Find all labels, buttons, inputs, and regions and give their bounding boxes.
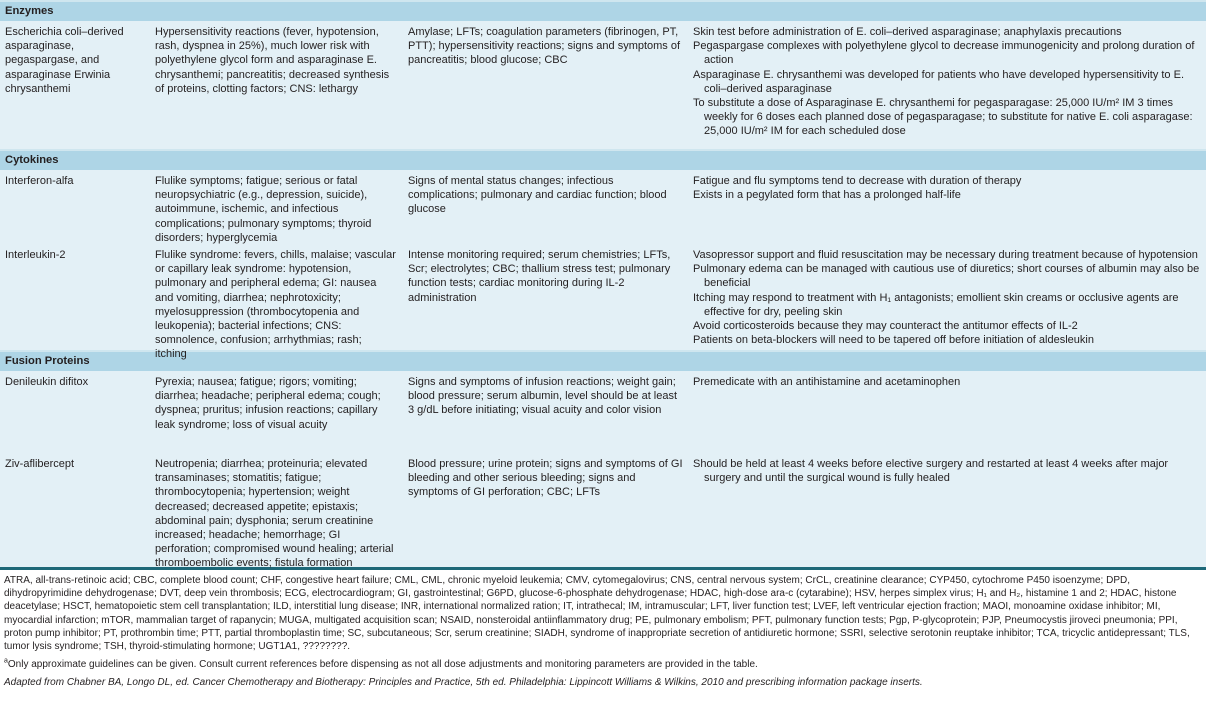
source-citation: Adapted from Chabner BA, Longo DL, ed. Cancer Chemotherapy and Biotherapy: Principles and Practice, 5th ed. Philadelphia: Lippincott Williams & Wilkins, 2010 and prescribing information package inserts. [4,677,923,689]
comment-item: Pegaspargase complexes with polyethylene glycol to decrease immunogenicity and prolong duration of action [693,40,1195,67]
comment-item: Avoid corticosteroids because they may counteract the antitumor effects of IL-2 [693,320,1078,333]
monitoring: Intense monitoring required; serum chemistries; LFTs, Scr; electrolytes; CBC; thallium stress test; pulmonary function tests; cardiac monitoring during IL-2 administration [408,249,671,304]
section-header-enzymes: Enzymes [0,0,1206,21]
table-row [0,21,1206,149]
comment-item: Vasopressor support and fluid resuscitation may be necessary during treatment because of hypotension [693,249,1198,261]
comments [690,174,1206,248]
comment-item: To substitute a dose of Asparaginase E. chrysanthemi for pegasparagase: 25,000 IU/m² IM 3 times weekly for 6 doses each planned dose of pegasparagase; to substitute for native E. coli asparagase: 25,000 IU/m² IM for each scheduled dose [693,97,1193,138]
note-text: Only approximate guidelines can be given. Consult current references before dispensing as not all dose adjustments and monitoring parameters are provided in the table. [7,659,758,671]
abbreviations-footnote: ATRA, all-trans-retinoic acid; CBC, complete blood count; CHF, congestive heart failure; CML, CML, chronic myeloid leukemia; CMV, cytomegalovirus; CNS, central nervous system; CrCL, creatinine clearance; CYP450, cytochrome P450 isoenzyme; DPD, dihydropyrimidine dehydrogenase; DVT, deep vein thrombosis; ECG, electrocardiogram; GI, gastrointestinal; G6PD, glucose-6-phosphate dehydrogenase; HDAC, high-dose ara-c (cytarabine); HSV, herpes simplex virus; H₁ and H₂, histamine 1 and 2; HDAC, histone deacetylase; HSCT, hematopoietic stem cell transplantation; ILD, interstitial lung disease; INR, international normalized ration; IT, intrathecal; IM, intramuscular; LFT, liver function test; LVEF, left ventricular ejection fraction; MAOI, monoamine oxidase inhibitor; MI, myocardial infarction; mTOR, mammalian target of rapanycin; MUGA, multigated acquisition scan; NSAID, nonsteroidal antiinflammatory drug; PE, pulmonary embolism; PFT, pulmonary function tests; Pgp, P-glycoprotein; PJP, Pneumocystis jiroveci pneumonia; PPI, proton pump inhibitor; PT, prothrombin time; PTT, partial thromboplastin time; SC, subcutaneous; Scr, serum creatinine; SIADH, syndrome of inappropriate secretion of antidiuretic hormone; SSRI, selective serotonin reuptake inhibitor; TCA, tricyclic antidepressant; TLS, tumor lysis syndrome; TSH, thyroid-stimulating hormone; UGT1A1, ????????. [4,575,1190,653]
table-row [0,170,1206,248]
section-header-fusion-proteins: Fusion Proteins [0,350,1206,371]
monitoring: Amylase; LFTs; coagulation parameters (fibrinogen, PT, PTT); hypersensitivity reactions; signs and symptoms of pancreatitis; blood glucose; CBC [408,26,681,67]
comment-item: Should be held at least 4 weeks before elective surgery and restarted at least 4 weeks after major surgery and until the surgical wound is fully healed [693,458,1169,485]
comments [690,25,1206,149]
monitoring: Blood pressure; urine protein; signs and symptoms of GI bleeding and other serious bleeding; signs and symptoms of GI perforation; CBC; LFTs [408,458,683,499]
adverse-effects: Flulike symptoms; fatigue; serious or fatal neuropsychiatric (e.g., depression, suicide), autoimmune, ischemic, and infectious complications; pulmonary symptoms; thyroid disorders; hyperglycemia [155,175,372,244]
adverse-effects: Flulike syndrome: fevers, chills, malaise; vascular or capillary leak syndrome: hypotension, pulmonary and peripheral edema; GI: nausea and vomiting, diarrhea; nephrotoxicity; myelosuppression (thrombocytopenia and leukopenia); bacterial infections; CNS: somnolence, confusion; arrhythmias; rash; itching [155,249,396,361]
comment-item: Exists in a pegylated form that has a prolonged half-life [693,189,961,202]
drug-name: Interferon-alfa [5,175,74,187]
monitoring: Signs of mental status changes; infectious complications; pulmonary and cardiac function; blood glucose [408,175,667,216]
comment-item: Skin test before administration of E. coli–derived asparaginase; anaphylaxis precautions [693,26,1122,38]
comment-item: Premedicate with an antihistamine and acetaminophen [693,376,961,388]
section-header-cytokines: Cytokines [0,149,1206,170]
footnote-marker: a [4,657,8,665]
table-row [0,457,1206,570]
comments [690,375,1206,457]
approximate-guidelines-note [4,658,1202,671]
drug-name: Escherichia coli–derived asparaginase, pegaspargase, and asparaginase Erwinia chrysanthemi [5,26,124,95]
table-footnotes [0,570,1206,690]
drug-name: Ziv-aflibercept [5,458,75,470]
comment-item: Patients on beta-blockers will need to be tapered off before initiation of aldesleukin [693,334,1094,347]
adverse-effects: Hypersensitivity reactions (fever, hypotension, rash, dyspnea in 25%), much lower risk with polyethylene glycol form and asparaginase E. chrysanthemi; pancreatitis; decreased synthesis of proteins, clotting factors; CNS: lethargy [155,26,390,95]
comment-item: Fatigue and flu symptoms tend to decrease with duration of therapy [693,175,1022,187]
drug-name: Denileukin difitox [5,376,89,388]
comment-item: Itching may respond to treatment with H₁ antagonists; emollient skin creams or occlusive agents are effective for dry, peeling skin [693,291,1179,318]
comments [690,457,1206,567]
table-row [0,371,1206,457]
adverse-effects: Neutropenia; diarrhea; proteinuria; elevated transaminases; stomatitis; fatigue; thrombocytopenia; hypertension; weight decreased; decreased appetite; epistaxis; abdominal pain; dysphonia; serum creatinine increased; headache; hemorrhage; GI perforation; compromised wound healing; arterial thromboembolic events; fistula formation [155,458,394,570]
monitoring: Signs and symptoms of infusion reactions; weight gain; blood pressure; serum albumin, level should be at least 3 g/dL before initiating; visual acuity and color vision [408,376,678,417]
comment-item: Pulmonary edema can be managed with cautious use of diuretics; short courses of albumin may also be beneficial [693,263,1200,290]
comments [690,248,1206,350]
comment-item: Asparaginase E. chrysanthemi was developed for patients who have developed hypersensitivity to E. coli–derived asparaginase [693,68,1185,95]
adverse-effects: Pyrexia; nausea; fatigue; rigors; vomiting; diarrhea; headache; peripheral edema; cough; dyspnea; pruritus; infusion reactions; capillary leak syndrome; loss of visual acuity [155,376,381,431]
drug-name: Interleukin-2 [5,249,66,261]
